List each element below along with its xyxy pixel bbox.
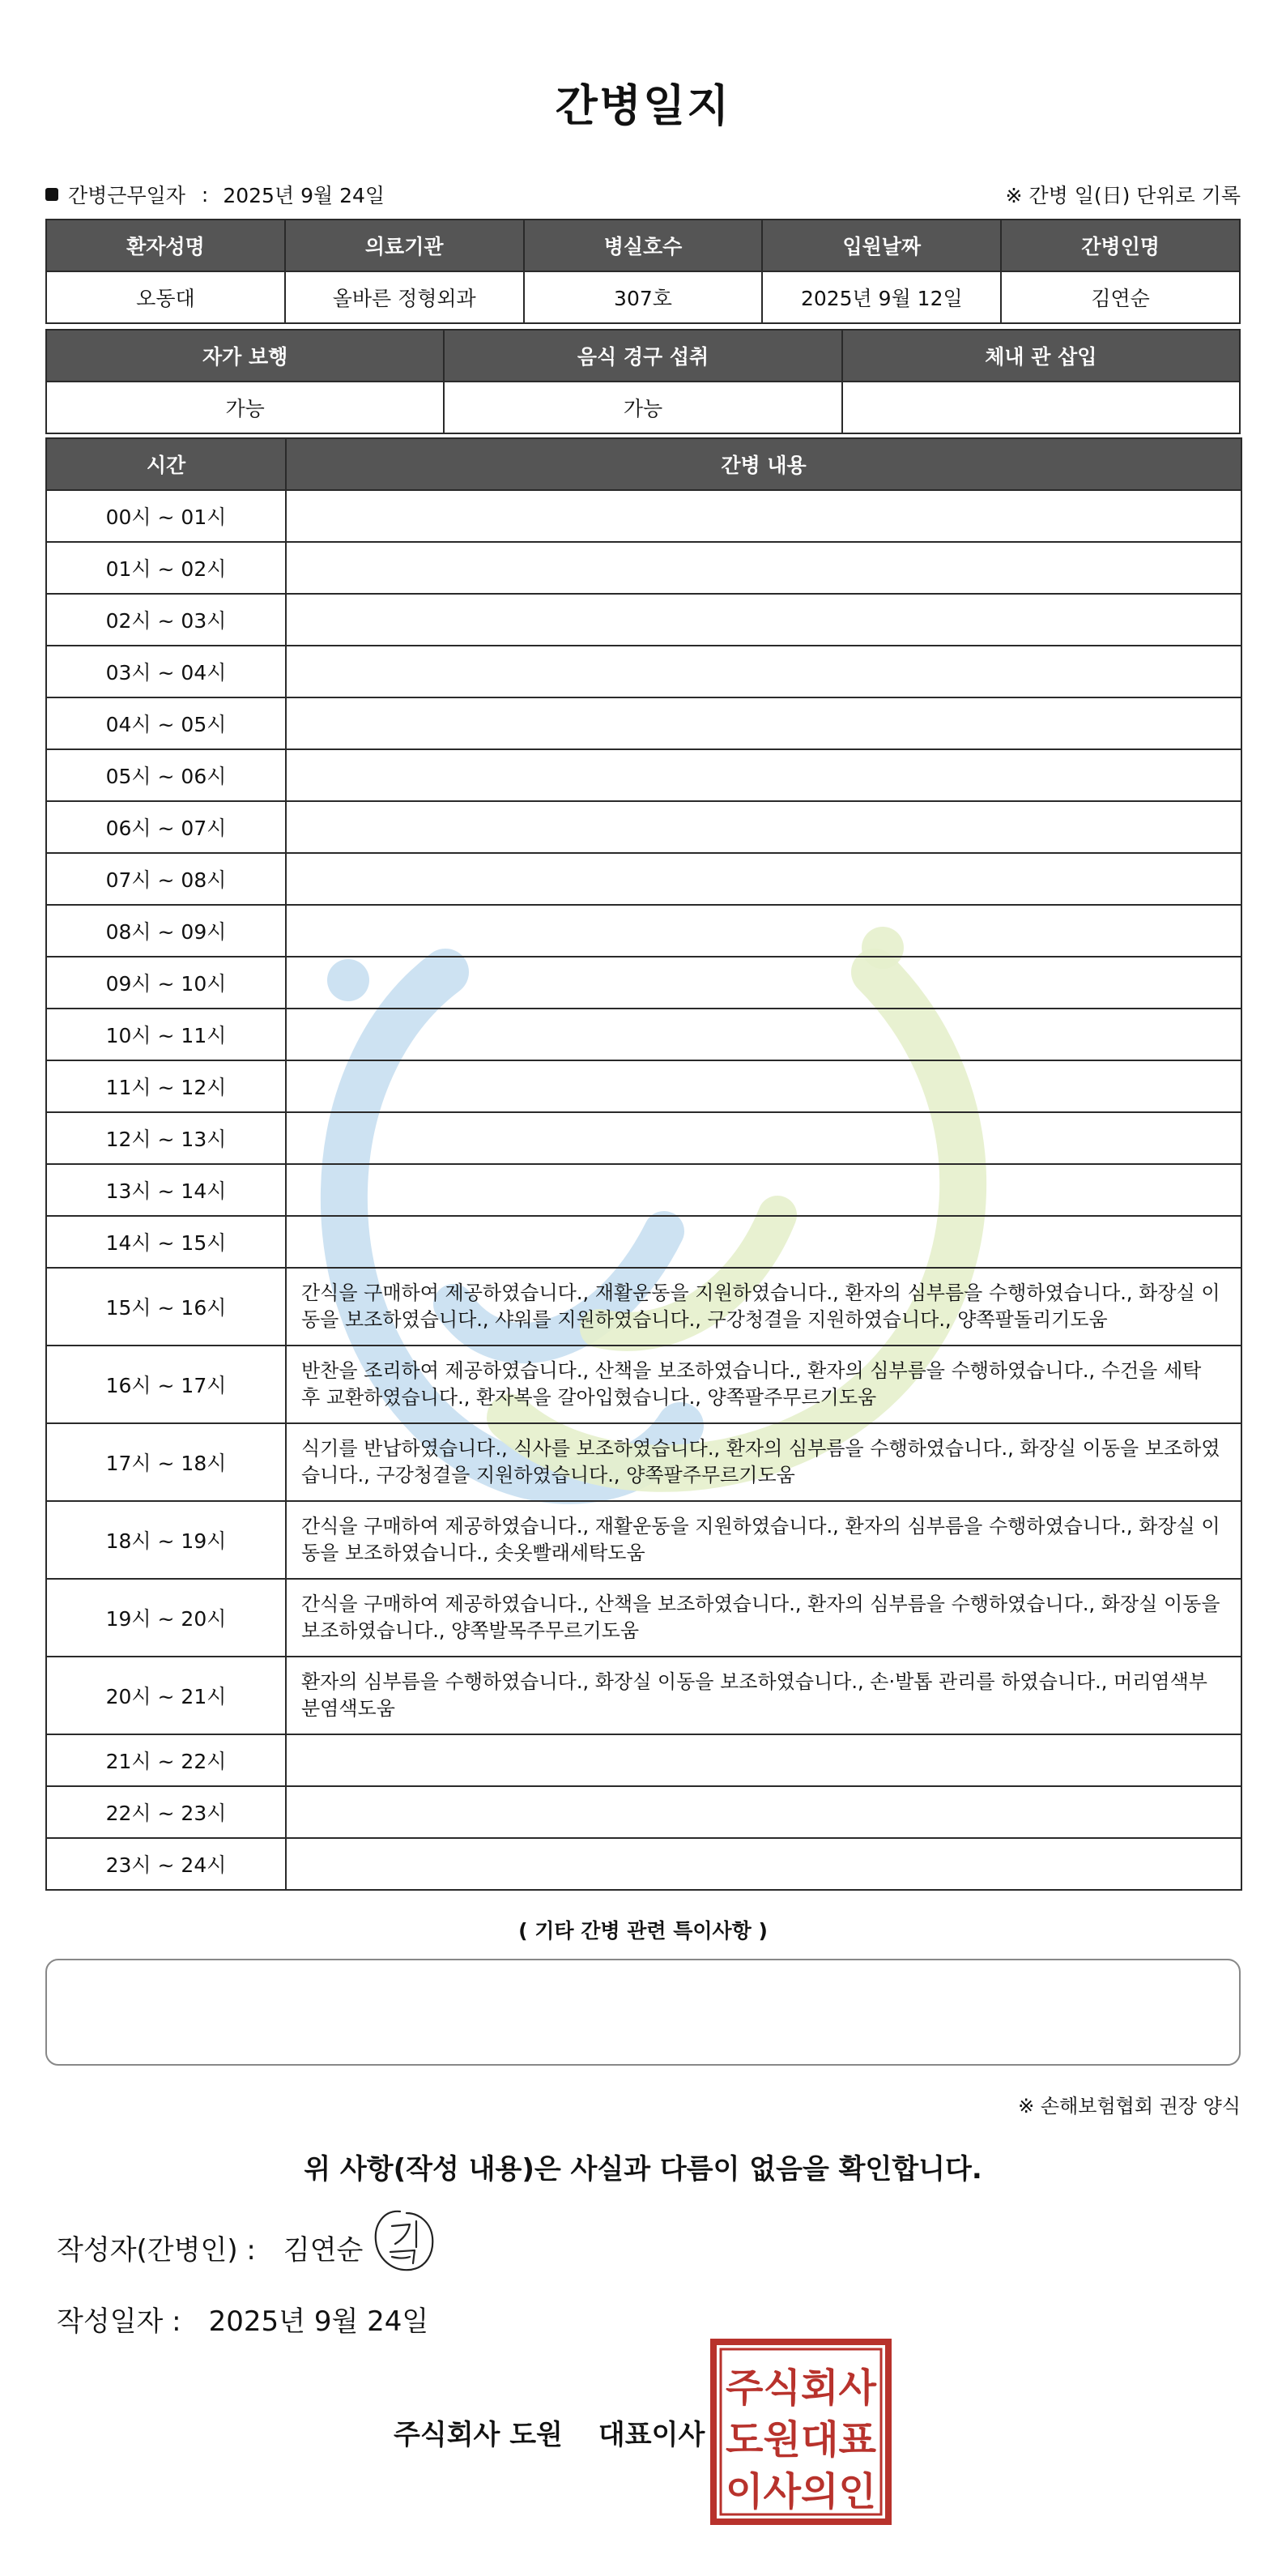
content-cell <box>286 1009 1241 1060</box>
time-cell: 03시 ~ 04시 <box>46 646 286 697</box>
table-row <box>46 1060 1241 1112</box>
table-row <box>46 853 1241 905</box>
content-cell <box>286 1112 1241 1164</box>
time-cell: 02시 ~ 03시 <box>46 594 286 646</box>
signature <box>368 2205 441 2278</box>
header-hospital: 의료기관 <box>285 220 524 271</box>
content-cell <box>286 594 1241 646</box>
caregiver-name-value: 김연순 <box>1001 271 1240 323</box>
patient-name-value: 오동대 <box>46 271 285 323</box>
content-cell <box>286 646 1241 697</box>
time-cell: 00시 ~ 01시 <box>46 490 286 542</box>
recommend-note: ※ 손해보험협회 권장 양식 <box>1018 2095 1241 2118</box>
company-seal <box>709 2338 892 2526</box>
content-cell: 반찬을 조리하여 제공하였습니다., 산책을 보조하였습니다., 환자의 심부름을 수행하였습니다., 수건을 세탁 후 교환하였습니다., 환자복을 갈아입혔습니다., 양쪽팔주무르기도움 <box>286 1346 1241 1423</box>
writer-label: 작성자(간병인) : <box>57 2234 256 2267</box>
header-tube-insertion: 체내 관 삽입 <box>842 330 1240 382</box>
table-row <box>46 905 1241 957</box>
header-self-walking: 자가 보행 <box>46 330 444 382</box>
time-cell: 06시 ~ 07시 <box>46 801 286 853</box>
time-cell: 05시 ~ 06시 <box>46 749 286 801</box>
unit-note: ※ 간병 일(日) 단위로 기록 <box>1005 184 1241 207</box>
content-cell <box>286 1060 1241 1112</box>
patient-info-header-row <box>46 220 1240 271</box>
tube-insertion-value <box>842 382 1240 433</box>
time-cell: 07시 ~ 08시 <box>46 853 286 905</box>
header-care-content: 간병 내용 <box>286 438 1241 490</box>
time-cell: 22시 ~ 23시 <box>46 1786 286 1838</box>
table-row <box>46 1112 1241 1164</box>
time-cell: 18시 ~ 19시 <box>46 1501 286 1579</box>
seal-line-1: 주식회사 <box>726 2365 877 2411</box>
patient-info-table <box>45 219 1241 324</box>
table-row <box>46 1734 1241 1786</box>
remarks-title: ( 기타 간병 관련 특이사항 ) <box>518 1919 768 1943</box>
time-cell: 16시 ~ 17시 <box>46 1346 286 1423</box>
content-cell <box>286 697 1241 749</box>
status-header-row <box>46 330 1240 382</box>
time-cell: 19시 ~ 20시 <box>46 1579 286 1657</box>
table-row <box>46 801 1241 853</box>
time-cell: 04시 ~ 05시 <box>46 697 286 749</box>
time-cell: 10시 ~ 11시 <box>46 1009 286 1060</box>
oral-intake-value: 가능 <box>444 382 841 433</box>
time-cell: 13시 ~ 14시 <box>46 1164 286 1216</box>
header-time: 시간 <box>46 438 286 490</box>
work-date-separator: : <box>201 182 209 207</box>
hospital-value: 올바른 정형외과 <box>285 271 524 323</box>
content-cell <box>286 1786 1241 1838</box>
time-cell: 20시 ~ 21시 <box>46 1657 286 1734</box>
company-ceo-title: 대표이사 <box>598 2419 705 2451</box>
time-cell: 08시 ~ 09시 <box>46 905 286 957</box>
room-value: 307호 <box>524 271 763 323</box>
content-cell: 간식을 구매하여 제공하였습니다., 산책을 보조하였습니다., 환자의 심부름을 수행하였습니다., 화장실 이동을 보조하였습니다., 양쪽발목주무르기도움 <box>286 1579 1241 1657</box>
header-admission-date: 입원날짜 <box>762 220 1001 271</box>
content-cell <box>286 1734 1241 1786</box>
table-row <box>46 646 1241 697</box>
self-walking-value: 가능 <box>46 382 444 433</box>
header-patient-name: 환자성명 <box>46 220 285 271</box>
table-row <box>46 1838 1241 1890</box>
status-value-row <box>46 382 1240 433</box>
table-row <box>46 594 1241 646</box>
content-cell <box>286 905 1241 957</box>
admission-date-value: 2025년 9월 12일 <box>762 271 1001 323</box>
care-log-header-row <box>46 438 1241 490</box>
table-row <box>46 957 1241 1009</box>
seal-line-3: 이사의인 <box>726 2469 876 2514</box>
written-date-line <box>57 2299 428 2339</box>
time-cell: 17시 ~ 18시 <box>46 1423 286 1501</box>
table-row <box>46 542 1241 594</box>
table-row <box>46 1346 1241 1423</box>
written-date-value: 2025년 9월 24일 <box>208 2305 429 2338</box>
table-row <box>46 1501 1241 1579</box>
time-cell: 23시 ~ 24시 <box>46 1838 286 1890</box>
table-row <box>46 1786 1241 1838</box>
work-date <box>45 180 385 209</box>
table-row <box>46 490 1241 542</box>
time-cell: 11시 ~ 12시 <box>46 1060 286 1112</box>
seal-line-2: 도원대표 <box>726 2417 877 2463</box>
remarks-text <box>47 1960 1239 1993</box>
time-cell: 01시 ~ 02시 <box>46 542 286 594</box>
content-cell <box>286 853 1241 905</box>
table-row <box>46 697 1241 749</box>
content-cell: 환자의 심부름을 수행하였습니다., 화장실 이동을 보조하였습니다., 손·발톱 관리를 하였습니다., 머리염색부분염색도움 <box>286 1657 1241 1734</box>
content-cell <box>286 957 1241 1009</box>
time-cell: 21시 ~ 22시 <box>46 1734 286 1786</box>
table-row <box>46 1579 1241 1657</box>
page-title: 간병일지 <box>555 80 731 131</box>
work-date-value: 2025년 9월 24일 <box>223 184 385 207</box>
time-cell: 15시 ~ 16시 <box>46 1268 286 1346</box>
content-cell <box>286 490 1241 542</box>
table-row <box>46 1216 1241 1268</box>
patient-info-value-row <box>46 271 1240 323</box>
header-caregiver-name: 간병인명 <box>1001 220 1240 271</box>
table-row <box>46 1268 1241 1346</box>
written-date-label: 작성일자 : <box>57 2305 181 2338</box>
confirmation-statement: 위 사항(작성 내용)은 사실과 다름이 없음을 확인합니다. <box>304 2153 982 2186</box>
content-cell <box>286 542 1241 594</box>
table-row <box>46 1423 1241 1501</box>
writer-line <box>57 2228 363 2267</box>
table-row <box>46 749 1241 801</box>
content-cell <box>286 1838 1241 1890</box>
table-row <box>46 1657 1241 1734</box>
content-cell <box>286 749 1241 801</box>
time-cell: 14시 ~ 15시 <box>46 1216 286 1268</box>
remarks-box[interactable] <box>45 1959 1241 2066</box>
care-log-table <box>45 437 1242 1891</box>
company-line <box>394 2412 705 2452</box>
table-row <box>46 1009 1241 1060</box>
patient-status-table <box>45 329 1241 434</box>
content-cell: 식기를 반납하였습니다., 식사를 보조하였습니다., 환자의 심부름을 수행하였습니다., 화장실 이동을 보조하였습니다., 구강청결을 지원하였습니다., 양쪽팔주무르기도움 <box>286 1423 1241 1501</box>
content-cell <box>286 1164 1241 1216</box>
work-date-label: 간병근무일자 <box>68 184 185 207</box>
header-oral-intake: 음식 경구 섭취 <box>444 330 841 382</box>
header-room: 병실호수 <box>524 220 763 271</box>
table-row <box>46 1164 1241 1216</box>
bullet-square-icon <box>45 188 58 201</box>
content-cell <box>286 801 1241 853</box>
time-cell: 09시 ~ 10시 <box>46 957 286 1009</box>
content-cell: 간식을 구매하여 제공하였습니다., 재활운동을 지원하였습니다., 환자의 심부름을 수행하였습니다., 화장실 이동을 보조하였습니다., 솟옷빨래세탁도움 <box>286 1501 1241 1579</box>
content-cell <box>286 1216 1241 1268</box>
time-cell: 12시 ~ 13시 <box>46 1112 286 1164</box>
content-cell: 간식을 구매하여 제공하였습니다., 재활운동을 지원하였습니다., 환자의 심부름을 수행하였습니다., 화장실 이동을 보조하였습니다., 샤워를 지원하였습니다., 구강청결을 지원하였습니다., 양쪽팔돌리기도움 <box>286 1268 1241 1346</box>
company-name: 주식회사 도원 <box>394 2419 563 2451</box>
writer-name: 김연순 <box>283 2234 364 2267</box>
